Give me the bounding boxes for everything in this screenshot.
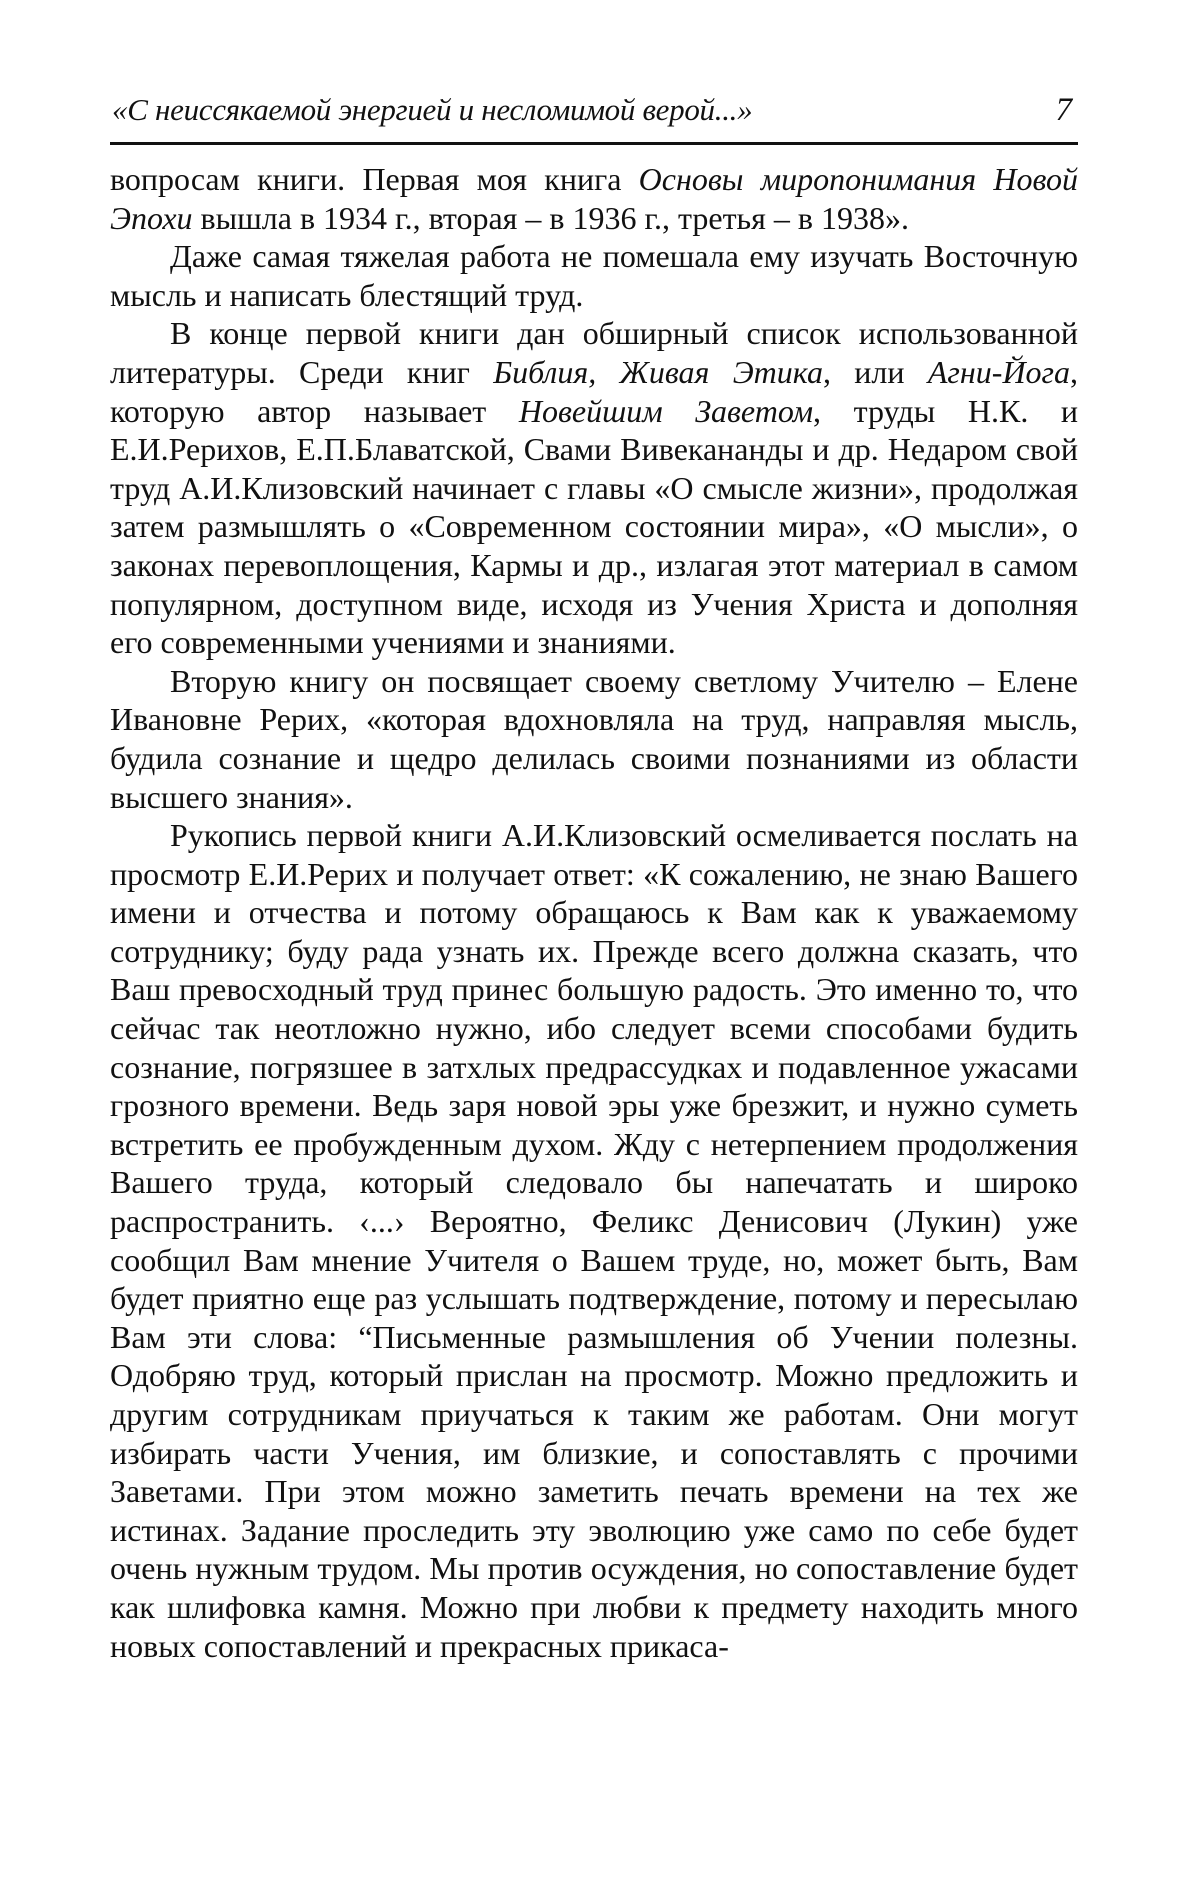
agni-yoga-italic: Агни-Йога: [928, 354, 1070, 390]
paragraph-3: В конце первой книги дан обширный список использованной литературы. Среди книг Библия, Живая Этика, или Агни-Йога, которую автор называет Новейшим Заветом, труды Н.К. и Е.И.Рерихов, Е.П.Блаватской, Свами Вивекананды и др. Недаром свой труд А.И.Клизовский начинает с главы «О смысле жизни», продолжая затем размышлять о «Современном состоянии мира», «О мысли», о законах перевоплощения, Кармы и др., излагая этот материал в самом популярном, доступном виде, исходя из Учения Христа и дополняя его современными учениями и знаниями.: [110, 314, 1078, 661]
book-page: [0, 0, 1200, 1895]
paragraph-1: вопросам книги. Первая моя книга Основы миропонимания Новой Эпохи вышла в 1934 г., вторая – в 1936 г., третья – в 1938».: [110, 160, 1078, 237]
newest-testament-italic: Новейшим Заветом: [519, 393, 813, 429]
body-text: [110, 160, 1078, 1665]
paragraph-4: Вторую книгу он посвящает своему светлому Учителю – Елене Ивановне Рерих, «которая вдохновляла на труд, направляя мысль, будила сознание и щедро делилась своими познаниями из области высшего знания».: [110, 662, 1078, 816]
page-number: 7: [1056, 92, 1073, 129]
paragraph-5: Рукопись первой книги А.И.Клизовский осмеливается послать на просмотр Е.И.Рерих и получает ответ: «К сожалению, не знаю Вашего имени и отчества и потому обращаюсь к Вам как к уважаемому сотруднику; буду рада узнать их. Прежде всего должна сказать, что Ваш превосходный труд принес большую радость. Это именно то, что сейчас так неотложно нужно, ибо следует всеми способами будить сознание, погрязшее в затхлых предрассудках и подавленное ужасами грозного времени. Ведь заря новой эры уже брезжит, и нужно суметь встретить ее пробужденным духом. Жду с нетерпением продолжения Вашего труда, который следовало бы напечатать и широко распространить. ‹...› Вероятно, Феликс Денисович (Лукин) уже сообщил Вам мнение Учителя о Вашем труде, но, может быть, Вам будет приятно еще раз услышать подтверждение, потому и пересылаю Вам эти слова: “Письменные размышления об Учении полезны. Одобряю труд, который прислан на просмотр. Можно предложить и другим сотрудникам приучаться к таким же работам. Они могут избирать части Учения, им близкие, и сопоставлять с прочими Заветами. При этом можно заметить печать времени на тех же истинах. Задание проследить эту эволюцию уже само по себе будет очень нужным трудом. Мы против осуждения, но сопоставление будет как шлифовка камня. Можно при любви к предмету находить много новых сопоставлений и прекрасных прикаса-: [110, 816, 1078, 1665]
book-titles-italic: Библия, Живая Этика: [493, 354, 823, 390]
page-header: [110, 92, 1078, 145]
paragraph-2: Даже самая тяжелая работа не помешала ему изучать Восточную мысль и написать блестящий труд.: [110, 237, 1078, 314]
book-title-italic: Основы миропонимания Новой Эпохи: [110, 161, 1078, 236]
running-title: «С неиссякаемой энергией и несломимой верой...»: [112, 92, 752, 128]
